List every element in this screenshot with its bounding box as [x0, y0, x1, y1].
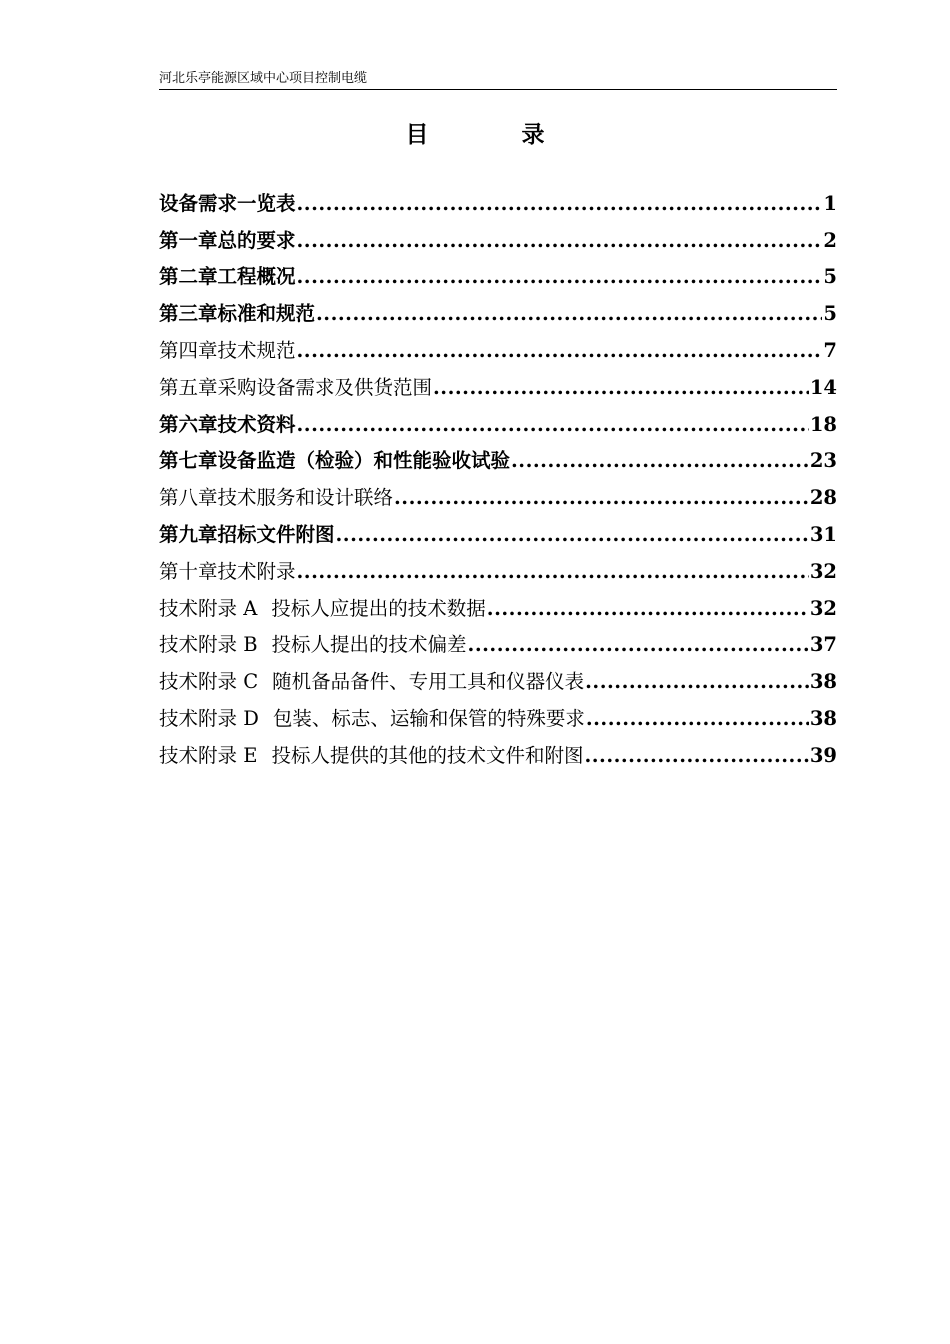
toc-entry-label [159, 743, 583, 769]
toc-entry-text: 设备需求一览表 [159, 191, 296, 215]
toc-dot-leader [584, 743, 808, 769]
toc-entry-label [159, 448, 510, 474]
toc-entry[interactable] [159, 622, 837, 659]
toc-dot-leader [586, 706, 809, 732]
toc-entry-text: 第二章工程概况 [159, 265, 296, 289]
toc-dot-leader [297, 264, 823, 290]
toc-page-number: 38 [809, 706, 837, 730]
toc-entry[interactable] [159, 327, 837, 364]
toc-entry-code: 技术附录 C [159, 670, 259, 694]
toc-page-number: 38 [809, 670, 837, 694]
toc-entry[interactable] [159, 254, 837, 291]
running-header: 河北乐亭能源区域中心项目控制电缆 [159, 70, 837, 90]
table-of-contents [159, 180, 837, 769]
toc-entry[interactable] [159, 658, 837, 695]
toc-page-number: 2 [823, 228, 837, 252]
toc-page-number: 18 [809, 412, 837, 436]
toc-dot-leader [394, 485, 809, 511]
title-char-2: 录 [521, 121, 545, 148]
toc-dot-leader [433, 375, 809, 401]
toc-entry-text: 包装、标志、运输和保管的特殊要求 [272, 706, 585, 730]
toc-entry-code: 技术附录 E [159, 743, 258, 767]
toc-entry-label [159, 191, 296, 217]
toc-entry-code: 技术附录 B [159, 633, 258, 657]
toc-entry[interactable] [159, 511, 837, 548]
toc-entry-label [159, 669, 584, 695]
toc-entry[interactable] [159, 732, 837, 769]
toc-page-number: 37 [809, 633, 837, 657]
toc-dot-leader [468, 632, 809, 658]
toc-entry-label [159, 632, 467, 658]
toc-entry[interactable] [159, 364, 837, 401]
toc-entry-text: 第八章技术服务和设计联络 [159, 486, 394, 510]
toc-entry-label [159, 301, 315, 327]
toc-entry-text: 第九章招标文件附图 [159, 522, 335, 546]
toc-page-number: 28 [809, 486, 837, 510]
toc-entry[interactable] [159, 401, 837, 438]
toc-dot-leader [297, 412, 809, 438]
toc-entry[interactable] [159, 180, 837, 217]
toc-dot-leader [585, 669, 809, 695]
toc-entry-label [159, 338, 296, 364]
toc-dot-leader [511, 448, 809, 474]
toc-page-number: 39 [809, 743, 837, 767]
toc-page-number: 14 [809, 375, 837, 399]
toc-entry-label [159, 706, 585, 732]
toc-page-number: 23 [809, 449, 837, 473]
toc-dot-leader [297, 338, 823, 364]
toc-entry-text: 投标人应提出的技术数据 [271, 596, 486, 620]
toc-entry-code: 技术附录 D [159, 706, 259, 730]
toc-entry[interactable] [159, 548, 837, 585]
toc-entry-label [159, 485, 393, 511]
toc-entry-text: 第十章技术附录 [159, 559, 296, 583]
toc-page-number: 5 [823, 265, 837, 289]
toc-entry-code: 技术附录 A [159, 596, 258, 620]
toc-dot-leader [316, 301, 822, 327]
toc-page-number: 31 [809, 522, 837, 546]
toc-entry[interactable] [159, 474, 837, 511]
toc-page-number: 1 [823, 191, 837, 215]
toc-entry-label [159, 559, 296, 585]
toc-entry-text: 第三章标准和规范 [159, 302, 316, 326]
toc-entry-label [159, 228, 296, 254]
toc-page-number: 7 [823, 338, 837, 362]
toc-entry[interactable] [159, 290, 837, 327]
toc-page-number: 5 [823, 302, 837, 326]
toc-entry[interactable] [159, 695, 837, 732]
toc-entry-text: 第四章技术规范 [159, 338, 296, 362]
toc-page-number: 32 [809, 596, 837, 620]
toc-dot-leader [297, 228, 823, 254]
toc-title [0, 116, 950, 149]
toc-entry-text: 投标人提出的技术偏差 [271, 633, 467, 657]
toc-entry-text: 第一章总的要求 [159, 228, 296, 252]
toc-entry-label [159, 412, 296, 438]
toc-entry[interactable] [159, 438, 837, 475]
toc-entry-text: 投标人提供的其他的技术文件和附图 [271, 743, 584, 767]
toc-entry-label [159, 596, 486, 622]
toc-entry[interactable] [159, 585, 837, 622]
toc-dot-leader [297, 559, 809, 585]
toc-entry-label [159, 522, 335, 548]
toc-entry[interactable] [159, 217, 837, 254]
toc-dot-leader [336, 522, 809, 548]
toc-dot-leader [297, 191, 823, 217]
toc-entry-text: 随机备品备件、专用工具和仪器仪表 [272, 670, 585, 694]
toc-entry-label [159, 375, 432, 401]
toc-entry-label [159, 264, 296, 290]
toc-dot-leader [487, 596, 809, 622]
toc-entry-text: 第六章技术资料 [159, 412, 296, 436]
title-char-1: 目 [405, 121, 429, 148]
toc-page-number: 32 [809, 559, 837, 583]
toc-entry-text: 第五章采购设备需求及供货范围 [159, 375, 433, 399]
toc-entry-text: 第七章设备监造（检验）和性能验收试验 [159, 449, 511, 473]
